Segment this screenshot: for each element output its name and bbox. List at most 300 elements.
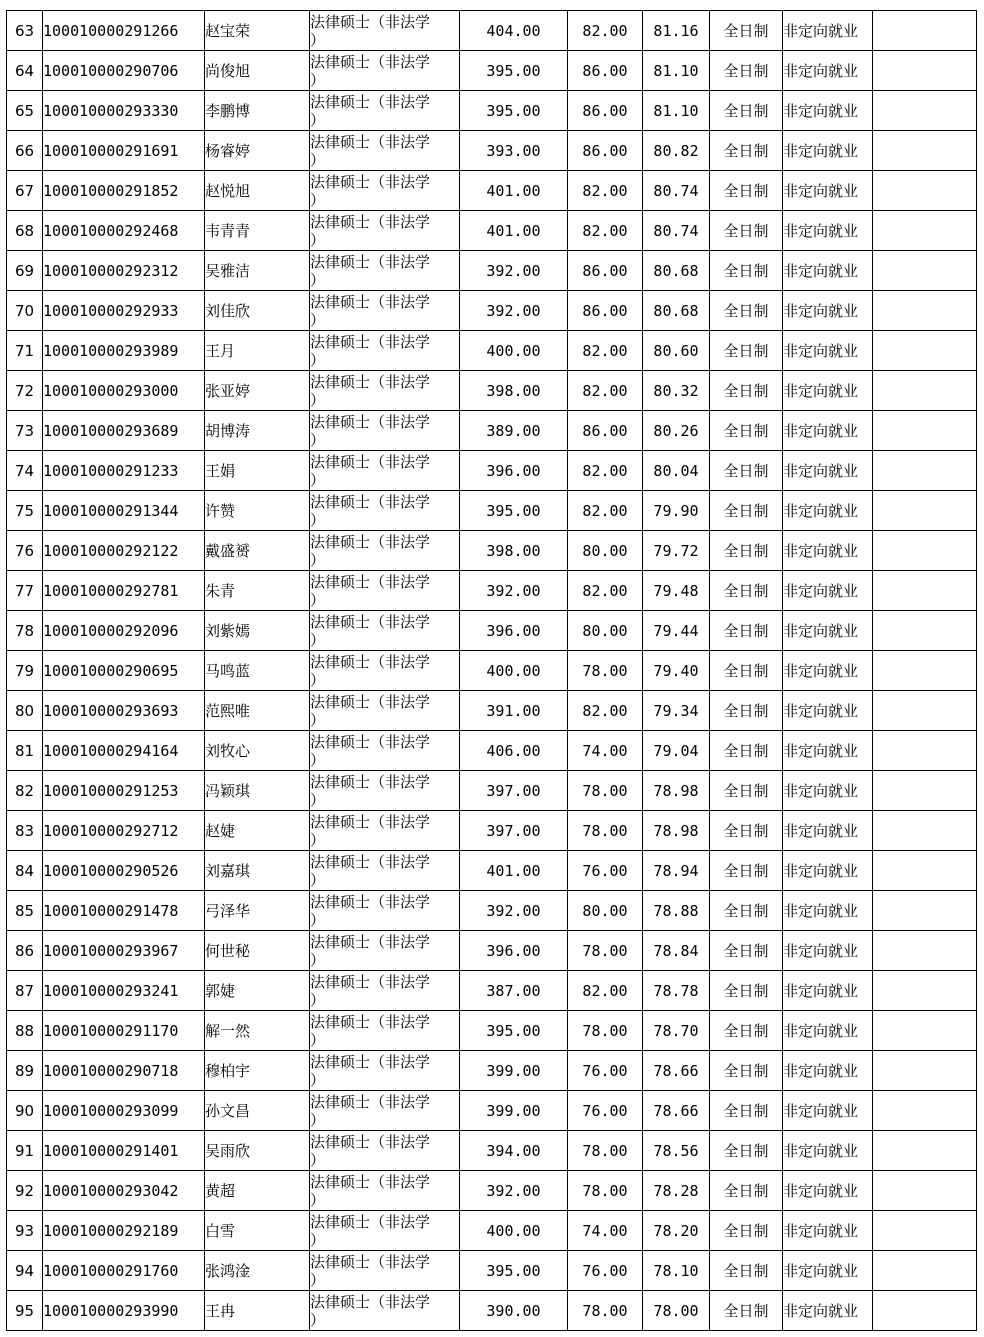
major-cell [310,611,460,651]
total-score: 396.00 [460,611,568,651]
major-line-2: ） [310,1190,326,1209]
total-score: 391.00 [460,691,568,731]
employment-type: 非定向就业 [783,1051,873,1091]
table-row [7,1011,977,1051]
row-number: 77 [7,571,43,611]
total-score: 397.00 [460,811,568,851]
exam-id: 100010000293989 [43,331,205,371]
major-cell [310,491,460,531]
study-mode: 全日制 [710,1051,783,1091]
exam-id: 100010000294164 [43,731,205,771]
retest-score: 78.00 [568,1171,643,1211]
note-cell [873,1091,977,1131]
major-line-2: ） [310,1230,326,1249]
study-mode: 全日制 [710,971,783,1011]
exam-id: 100010000293967 [43,931,205,971]
major-line-1: 法律硕士（非法学 [310,1012,431,1031]
final-score: 80.68 [643,291,710,331]
candidate-name: 吴雨欣 [205,1131,310,1171]
study-mode: 全日制 [710,1011,783,1051]
candidate-name: 王冉 [205,1291,310,1331]
major-line-1: 法律硕士（非法学 [310,132,431,151]
major-line-1: 法律硕士（非法学 [310,532,431,551]
note-cell [873,691,977,731]
total-score: 394.00 [460,1131,568,1171]
row-number: 67 [7,171,43,211]
retest-score: 86.00 [568,51,643,91]
total-score: 398.00 [460,531,568,571]
row-number: 83 [7,811,43,851]
employment-type: 非定向就业 [783,331,873,371]
table-row [7,11,977,51]
employment-type: 非定向就业 [783,531,873,571]
major-cell [310,1211,460,1251]
study-mode: 全日制 [710,771,783,811]
final-score: 79.48 [643,571,710,611]
row-number: 72 [7,371,43,411]
total-score: 399.00 [460,1091,568,1131]
row-number: 65 [7,91,43,131]
employment-type: 非定向就业 [783,251,873,291]
major-line-1: 法律硕士（非法学 [310,812,431,831]
employment-type: 非定向就业 [783,771,873,811]
final-score: 78.98 [643,811,710,851]
major-line-1: 法律硕士（非法学 [310,492,431,511]
row-number: 95 [7,1291,43,1331]
major-cell [310,1251,460,1291]
total-score: 401.00 [460,211,568,251]
study-mode: 全日制 [710,1091,783,1131]
study-mode: 全日制 [710,171,783,211]
major-cell [310,1291,460,1331]
exam-id: 100010000293241 [43,971,205,1011]
row-number: 64 [7,51,43,91]
table-row [7,611,977,651]
retest-score: 76.00 [568,1251,643,1291]
retest-score: 82.00 [568,971,643,1011]
exam-id: 100010000291852 [43,171,205,211]
note-cell [873,11,977,51]
candidate-name: 张鸿淦 [205,1251,310,1291]
study-mode: 全日制 [710,531,783,571]
candidate-name: 王娟 [205,451,310,491]
row-number: 63 [7,11,43,51]
table-row [7,451,977,491]
exam-id: 100010000293693 [43,691,205,731]
major-line-1: 法律硕士（非法学 [310,1052,431,1071]
major-line-2: ） [310,790,326,809]
study-mode: 全日制 [710,11,783,51]
major-line-2: ） [310,1150,326,1169]
total-score: 398.00 [460,371,568,411]
note-cell [873,491,977,531]
retest-score: 78.00 [568,1131,643,1171]
candidate-name: 韦青青 [205,211,310,251]
note-cell [873,91,977,131]
exam-id: 100010000290695 [43,651,205,691]
major-line-1: 法律硕士（非法学 [310,372,431,391]
exam-id: 100010000291478 [43,891,205,931]
table-row [7,651,977,691]
major-line-2: ） [310,1310,326,1329]
major-line-2: ） [310,590,326,609]
row-number: 89 [7,1051,43,1091]
major-cell [310,371,460,411]
final-score: 78.56 [643,1131,710,1171]
final-score: 79.72 [643,531,710,571]
study-mode: 全日制 [710,1291,783,1331]
table-row [7,1211,977,1251]
major-line-1: 法律硕士（非法学 [310,572,431,591]
total-score: 401.00 [460,171,568,211]
row-number: 86 [7,931,43,971]
major-line-2: ） [310,950,326,969]
row-number: 82 [7,771,43,811]
row-number: 71 [7,331,43,371]
final-score: 81.16 [643,11,710,51]
major-cell [310,811,460,851]
retest-score: 76.00 [568,1091,643,1131]
note-cell [873,1171,977,1211]
table-row [7,171,977,211]
major-line-1: 法律硕士（非法学 [310,612,431,631]
retest-score: 82.00 [568,11,643,51]
study-mode: 全日制 [710,51,783,91]
study-mode: 全日制 [710,731,783,771]
exam-id: 100010000292781 [43,571,205,611]
total-score: 392.00 [460,571,568,611]
study-mode: 全日制 [710,251,783,291]
study-mode: 全日制 [710,1171,783,1211]
retest-score: 82.00 [568,331,643,371]
major-line-1: 法律硕士（非法学 [310,892,431,911]
major-line-2: ） [310,110,326,129]
major-cell [310,691,460,731]
final-score: 80.04 [643,451,710,491]
retest-score: 82.00 [568,691,643,731]
row-number: 85 [7,891,43,931]
total-score: 400.00 [460,331,568,371]
major-line-1: 法律硕士（非法学 [310,172,431,191]
major-line-2: ） [310,910,326,929]
total-score: 393.00 [460,131,568,171]
table-row [7,491,977,531]
candidate-name: 解一然 [205,1011,310,1051]
major-line-1: 法律硕士（非法学 [310,932,431,951]
exam-id: 100010000293042 [43,1171,205,1211]
study-mode: 全日制 [710,291,783,331]
row-number: 66 [7,131,43,171]
table-row [7,211,977,251]
employment-type: 非定向就业 [783,171,873,211]
candidate-name: 范熙唯 [205,691,310,731]
total-score: 396.00 [460,931,568,971]
row-number: 90 [7,1091,43,1131]
total-score: 395.00 [460,91,568,131]
employment-type: 非定向就业 [783,1131,873,1171]
major-line-1: 法律硕士（非法学 [310,772,431,791]
employment-type: 非定向就业 [783,1011,873,1051]
study-mode: 全日制 [710,851,783,891]
major-line-2: ） [310,1270,326,1289]
major-line-1: 法律硕士（非法学 [310,252,431,271]
row-number: 73 [7,411,43,451]
candidate-name: 尚俊旭 [205,51,310,91]
note-cell [873,331,977,371]
final-score: 78.98 [643,771,710,811]
study-mode: 全日制 [710,811,783,851]
major-line-2: ） [310,150,326,169]
employment-type: 非定向就业 [783,971,873,1011]
candidate-name: 吴雅洁 [205,251,310,291]
major-line-2: ） [310,310,326,329]
major-cell [310,1051,460,1091]
note-cell [873,811,977,851]
employment-type: 非定向就业 [783,491,873,531]
candidate-name: 王月 [205,331,310,371]
note-cell [873,1011,977,1051]
exam-id: 100010000292312 [43,251,205,291]
admission-table [6,10,977,1331]
candidate-name: 胡博涛 [205,411,310,451]
note-cell [873,1291,977,1331]
major-line-1: 法律硕士（非法学 [310,52,431,71]
employment-type: 非定向就业 [783,371,873,411]
employment-type: 非定向就业 [783,1251,873,1291]
retest-score: 86.00 [568,291,643,331]
employment-type: 非定向就业 [783,291,873,331]
major-cell [310,211,460,251]
employment-type: 非定向就业 [783,851,873,891]
total-score: 395.00 [460,1011,568,1051]
study-mode: 全日制 [710,651,783,691]
final-score: 78.10 [643,1251,710,1291]
employment-type: 非定向就业 [783,931,873,971]
employment-type: 非定向就业 [783,51,873,91]
major-line-2: ） [310,510,326,529]
table-row [7,91,977,131]
exam-id: 100010000293330 [43,91,205,131]
major-line-2: ） [310,270,326,289]
retest-score: 74.00 [568,731,643,771]
major-line-2: ） [310,1070,326,1089]
table-row [7,331,977,371]
candidate-name: 赵宝荣 [205,11,310,51]
final-score: 80.26 [643,411,710,451]
table-row [7,1051,977,1091]
note-cell [873,1051,977,1091]
major-cell [310,771,460,811]
final-score: 78.66 [643,1091,710,1131]
study-mode: 全日制 [710,91,783,131]
table-row [7,411,977,451]
retest-score: 86.00 [568,251,643,291]
employment-type: 非定向就业 [783,891,873,931]
final-score: 80.60 [643,331,710,371]
candidate-name: 杨睿婷 [205,131,310,171]
employment-type: 非定向就业 [783,411,873,451]
retest-score: 82.00 [568,571,643,611]
candidate-name: 郭婕 [205,971,310,1011]
table-row [7,931,977,971]
exam-id: 100010000291266 [43,11,205,51]
exam-id: 100010000293689 [43,411,205,451]
exam-id: 100010000292122 [43,531,205,571]
total-score: 392.00 [460,891,568,931]
major-line-2: ） [310,1030,326,1049]
final-score: 79.44 [643,611,710,651]
study-mode: 全日制 [710,331,783,371]
candidate-name: 戴盛赟 [205,531,310,571]
total-score: 397.00 [460,771,568,811]
table-row [7,531,977,571]
candidate-name: 赵悦旭 [205,171,310,211]
major-line-1: 法律硕士（非法学 [310,1252,431,1271]
major-line-1: 法律硕士（非法学 [310,1212,431,1231]
row-number: 87 [7,971,43,1011]
employment-type: 非定向就业 [783,1291,873,1331]
table-row [7,811,977,851]
final-score: 78.88 [643,891,710,931]
note-cell [873,891,977,931]
final-score: 79.90 [643,491,710,531]
employment-type: 非定向就业 [783,1171,873,1211]
retest-score: 78.00 [568,771,643,811]
major-line-2: ） [310,750,326,769]
row-number: 75 [7,491,43,531]
final-score: 78.66 [643,1051,710,1091]
total-score: 395.00 [460,491,568,531]
candidate-name: 冯颖琪 [205,771,310,811]
major-line-2: ） [310,190,326,209]
employment-type: 非定向就业 [783,731,873,771]
study-mode: 全日制 [710,491,783,531]
row-number: 92 [7,1171,43,1211]
employment-type: 非定向就业 [783,611,873,651]
final-score: 78.20 [643,1211,710,1251]
note-cell [873,291,977,331]
exam-id: 100010000291760 [43,1251,205,1291]
exam-id: 100010000291170 [43,1011,205,1051]
note-cell [873,411,977,451]
major-line-1: 法律硕士（非法学 [310,972,431,991]
major-line-2: ） [310,710,326,729]
major-cell [310,451,460,491]
retest-score: 82.00 [568,171,643,211]
major-line-1: 法律硕士（非法学 [310,652,431,671]
exam-id: 100010000292712 [43,811,205,851]
retest-score: 82.00 [568,491,643,531]
major-cell [310,651,460,691]
retest-score: 86.00 [568,91,643,131]
major-cell [310,91,460,131]
note-cell [873,971,977,1011]
final-score: 80.82 [643,131,710,171]
major-line-1: 法律硕士（非法学 [310,1092,431,1111]
total-score: 400.00 [460,1211,568,1251]
candidate-name: 穆柏宇 [205,1051,310,1091]
row-number: 81 [7,731,43,771]
table-row [7,891,977,931]
major-line-2: ） [310,470,326,489]
study-mode: 全日制 [710,611,783,651]
final-score: 79.40 [643,651,710,691]
major-line-1: 法律硕士（非法学 [310,1292,431,1311]
note-cell [873,651,977,691]
major-line-2: ） [310,350,326,369]
employment-type: 非定向就业 [783,91,873,131]
row-number: 88 [7,1011,43,1051]
candidate-name: 何世秘 [205,931,310,971]
table-row [7,731,977,771]
candidate-name: 黄超 [205,1171,310,1211]
employment-type: 非定向就业 [783,211,873,251]
table-row [7,131,977,171]
employment-type: 非定向就业 [783,691,873,731]
major-line-2: ） [310,630,326,649]
total-score: 401.00 [460,851,568,891]
total-score: 396.00 [460,451,568,491]
major-cell [310,11,460,51]
row-number: 80 [7,691,43,731]
retest-score: 86.00 [568,131,643,171]
major-cell [310,931,460,971]
table-row [7,971,977,1011]
employment-type: 非定向就业 [783,11,873,51]
exam-id: 100010000292189 [43,1211,205,1251]
major-line-1: 法律硕士（非法学 [310,412,431,431]
note-cell [873,371,977,411]
major-line-1: 法律硕士（非法学 [310,292,431,311]
candidate-name: 孙文昌 [205,1091,310,1131]
total-score: 406.00 [460,731,568,771]
exam-id: 100010000290706 [43,51,205,91]
employment-type: 非定向就业 [783,1211,873,1251]
major-cell [310,171,460,211]
study-mode: 全日制 [710,931,783,971]
note-cell [873,131,977,171]
major-line-2: ） [310,390,326,409]
row-number: 79 [7,651,43,691]
table-body [7,11,977,1331]
exam-id: 100010000290718 [43,1051,205,1091]
candidate-name: 马鸣蓝 [205,651,310,691]
row-number: 68 [7,211,43,251]
exam-id: 100010000291401 [43,1131,205,1171]
retest-score: 80.00 [568,531,643,571]
major-line-2: ） [310,550,326,569]
retest-score: 82.00 [568,451,643,491]
note-cell [873,931,977,971]
note-cell [873,731,977,771]
row-number: 93 [7,1211,43,1251]
major-cell [310,1091,460,1131]
study-mode: 全日制 [710,211,783,251]
exam-id: 100010000292933 [43,291,205,331]
table-row [7,771,977,811]
retest-score: 76.00 [568,1051,643,1091]
note-cell [873,251,977,291]
note-cell [873,211,977,251]
exam-id: 100010000290526 [43,851,205,891]
row-number: 94 [7,1251,43,1291]
major-cell [310,331,460,371]
employment-type: 非定向就业 [783,451,873,491]
total-score: 390.00 [460,1291,568,1331]
major-line-2: ） [310,30,326,49]
study-mode: 全日制 [710,1211,783,1251]
study-mode: 全日制 [710,1251,783,1291]
